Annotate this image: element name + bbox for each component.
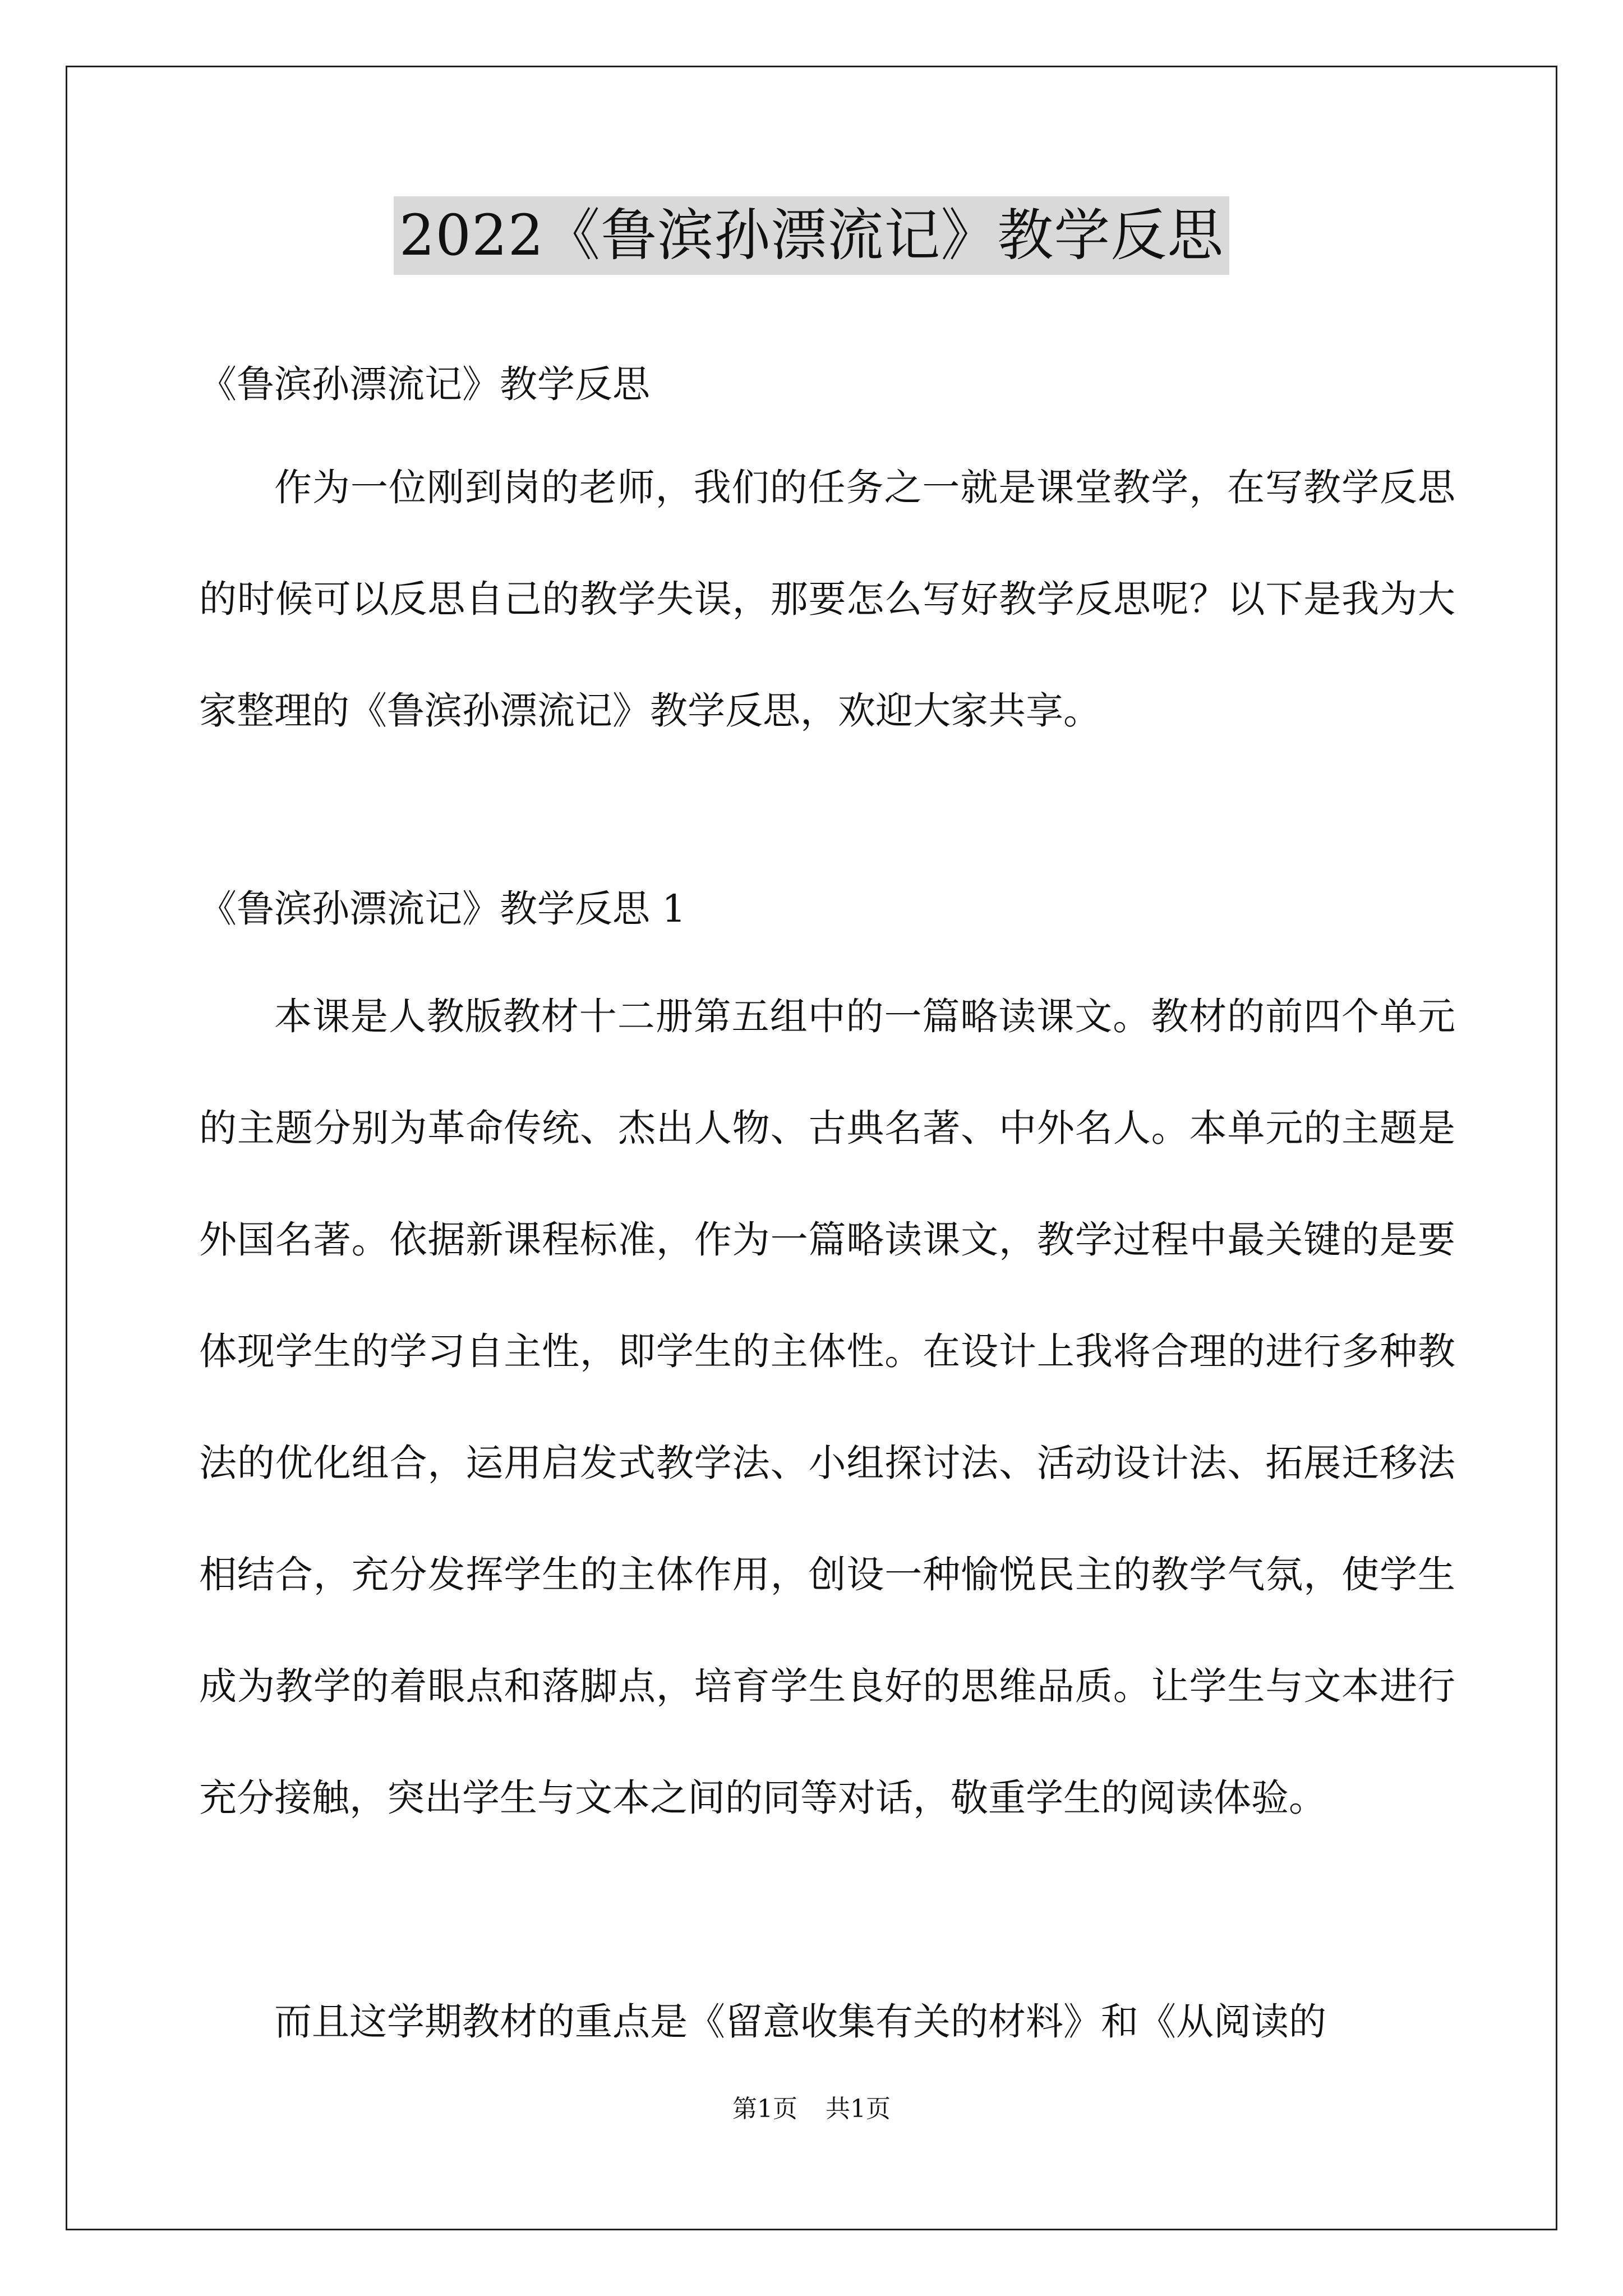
page-footer	[0, 2092, 1623, 2126]
intro-paragraph: 作为一位刚到岗的老师，我们的任务之一就是课堂教学，在写教学反思的时候可以反思自己的教学失误，那要怎么写好教学反思呢？以下是我为大家整理的《鲁滨孙漂流记》教学反思，欢迎大家共享。	[199, 466, 1455, 733]
page-number-total: 共1页	[826, 2095, 891, 2123]
page-number-current: 第1页	[732, 2095, 797, 2123]
body-paragraph-2: 而且这学期教材的重点是《留意收集有关的材料》和《从阅读的	[274, 2000, 1326, 2044]
body-paragraph-1: 本课是人教版教材十二册第五组中的一篇略读课文。教材的前四个单元的主题分别为革命传统、杰出人物、古典名著、中外名人。本单元的主题是外国名著。依据新课程标准，作为一篇略读课文，教学过程中最关键的是要体现学生的学习自主性，即学生的主体性。在设计上我将合理的进行多种教法的优化组合，运用启发式教学法、小组探讨法、活动设计法、拓展迁移法相结合，充分发挥学生的主体作用，创设一种愉悦民主的教学气氛，使学生成为教学的着眼点和落脚点，培育学生良好的思维品质。让学生与文本进行充分接触，突出学生与文本之间的同等对话，敬重学生的阅读体验。	[199, 995, 1455, 1820]
section-heading: 《鲁滨孙漂流记》教学反思 1	[199, 887, 686, 931]
document-subtitle: 《鲁滨孙漂流记》教学反思	[199, 362, 650, 406]
title-container	[0, 196, 1623, 275]
document-title: 2022《鲁滨孙漂流记》教学反思	[394, 196, 1230, 275]
